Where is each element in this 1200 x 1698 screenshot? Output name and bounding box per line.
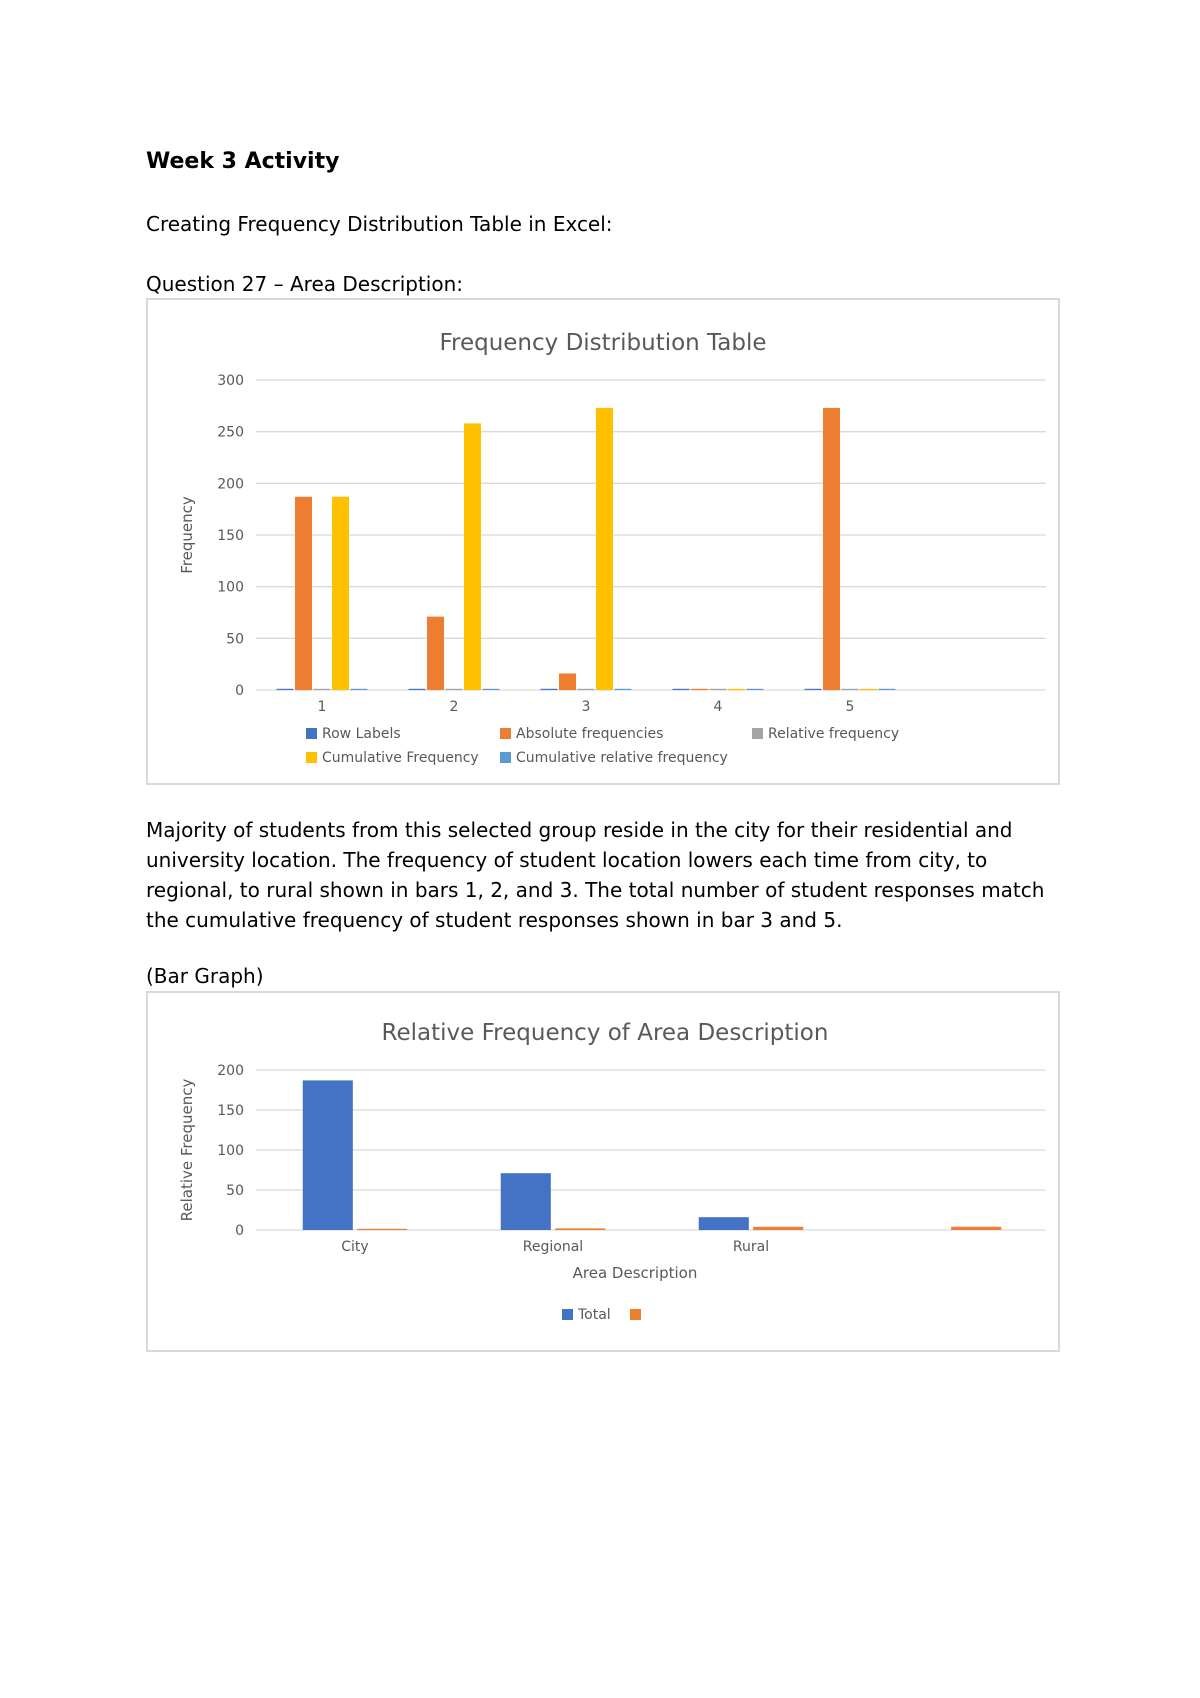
analysis-paragraph: Majority of students from this selected group reside in the city for their residential and university location. The frequency of student location lowers each time from city, to regional, to rural shown in bars 1, 2, and 3. The total number of student responses match the cumulative frequency of student responses shown in bar 3 and 5. — [146, 818, 1045, 932]
bar-row-labels — [673, 689, 690, 690]
bar-row-labels — [541, 689, 558, 690]
bar-series-1 — [357, 1229, 407, 1230]
bar-absolute-frequencies — [295, 497, 312, 690]
x-tick-label: 5 — [845, 699, 855, 715]
bar-relative-frequency — [445, 689, 462, 690]
bar-absolute-frequencies — [427, 617, 444, 690]
bar-row-labels — [277, 689, 294, 690]
bar-series-1 — [753, 1227, 803, 1230]
y-tick-label: 100 — [217, 579, 244, 596]
y-tick-label: 50 — [226, 631, 244, 648]
y-tick-label: 300 — [217, 373, 244, 389]
bar-total — [699, 1217, 749, 1230]
legend-label: Row Labels — [322, 726, 401, 742]
legend-label: Absolute frequencies — [516, 726, 664, 742]
legend-swatch — [630, 1309, 641, 1320]
y-axis-label: Frequency — [178, 496, 196, 574]
section-subheading: Creating Frequency Distribution Table in Excel: — [146, 212, 613, 236]
bar-graph-label: (Bar Graph) — [146, 964, 264, 988]
y-tick-label: 150 — [217, 1103, 244, 1119]
bar-absolute-frequencies — [691, 689, 708, 690]
x-tick-label: 1 — [317, 699, 327, 715]
y-tick-label: 50 — [226, 1183, 244, 1199]
y-tick-label: 0 — [235, 1223, 244, 1239]
y-tick-label: 100 — [217, 1143, 244, 1159]
x-tick-label: 4 — [713, 699, 723, 715]
x-tick-label: 3 — [581, 699, 591, 715]
bar-cumulative-relative-frequency — [614, 689, 631, 690]
bar-cumulative-relative-frequency — [350, 689, 367, 690]
y-tick-label: 0 — [235, 683, 244, 699]
bar-total — [303, 1080, 353, 1230]
chart-title: Relative Frequency of Area Description — [381, 1020, 829, 1046]
bar-relative-frequency — [709, 689, 726, 690]
bar-relative-frequency — [313, 689, 330, 690]
x-tick-label: Regional — [522, 1239, 584, 1255]
bar-row-labels — [409, 689, 426, 690]
y-tick-label: 200 — [217, 1063, 244, 1079]
chart-frequency-distribution — [146, 298, 1060, 785]
legend-label: Total — [578, 1307, 611, 1323]
x-axis-label: Area Description — [572, 1264, 698, 1282]
x-tick-label: 2 — [449, 699, 459, 715]
legend-swatch — [752, 728, 763, 739]
bar-row-labels — [805, 689, 822, 690]
bar-series-1 — [555, 1228, 605, 1230]
chart-relative-frequency-svg — [148, 993, 1058, 1350]
bar-cumulative-frequency — [728, 689, 745, 690]
question-label: Question 27 – Area Description: — [146, 272, 464, 296]
x-tick-label: Rural — [732, 1239, 770, 1255]
legend-label: Cumulative Frequency — [322, 750, 479, 766]
bar-cumulative-relative-frequency — [878, 689, 895, 690]
legend-swatch — [562, 1309, 573, 1320]
bar-cumulative-frequency — [596, 408, 613, 690]
y-axis-label: Relative Frequency — [178, 1078, 196, 1222]
bar-cumulative-relative-frequency — [746, 689, 763, 690]
bar-series-1 — [951, 1227, 1001, 1230]
legend-label: Relative frequency — [768, 726, 900, 742]
x-tick-label: City — [341, 1239, 369, 1255]
bar-absolute-frequencies — [823, 408, 840, 690]
bar-relative-frequency — [841, 689, 858, 690]
bar-cumulative-frequency — [464, 423, 481, 690]
y-tick-label: 250 — [217, 424, 244, 441]
legend-swatch — [306, 752, 317, 763]
legend-swatch — [500, 728, 511, 739]
page-heading: Week 3 Activity — [146, 149, 340, 174]
bar-cumulative-frequency — [860, 689, 877, 690]
y-tick-label: 200 — [217, 476, 244, 493]
chart-title: Frequency Distribution Table — [439, 330, 767, 356]
bar-cumulative-frequency — [332, 497, 349, 690]
legend-swatch — [306, 728, 317, 739]
legend-label: Cumulative relative frequency — [516, 750, 728, 766]
bar-total — [501, 1173, 551, 1230]
y-tick-label: 150 — [217, 528, 244, 544]
bar-relative-frequency — [577, 689, 594, 690]
bar-cumulative-relative-frequency — [482, 689, 499, 690]
chart-relative-frequency — [146, 991, 1060, 1352]
chart-frequency-distribution-svg — [148, 300, 1058, 783]
legend-swatch — [500, 752, 511, 763]
bar-absolute-frequencies — [559, 673, 576, 690]
